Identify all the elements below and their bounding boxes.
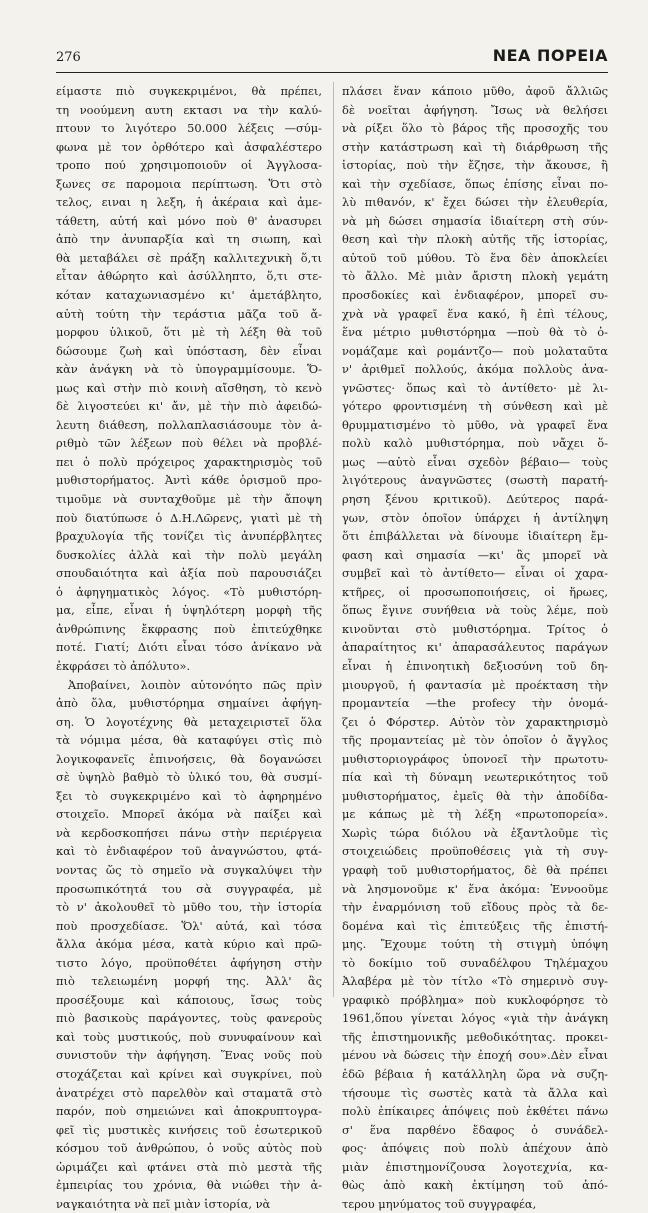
text-line: καὶ τοὺς μυστικούς, ποὺ συνυφαίνουν καὶ	[56, 1029, 322, 1044]
text-line: γνῶστες· ὅπως καὶ τὸ ἀντίθετο· μὲ λι-	[342, 380, 608, 395]
text-line: πολὺ καλὸ μυθιστόρημα, ποὺ νἄχει ὅ-	[342, 436, 608, 451]
text-line: παρόν, ποὺ σημειώνει καὶ ἀποκρυπτογρα-	[56, 1104, 322, 1119]
text-line: ὅτι ἐπιβάλλεται νὰ δίνουμε ἰδιαίτερη ἔμ-	[342, 529, 608, 544]
text-line: ἱστορίας, ποὺ τὴν ἔζησε, τὴν ἄκουσε, ἢ	[342, 158, 608, 173]
text-line: τη νοούμενη αυτη εκτασι να τὴν καλύ-	[56, 102, 322, 117]
text-line: λογικοφανεῖς ἐπινοήσεις, θὰ δογανώσει	[56, 751, 322, 766]
text-line: τερου μηνύματος τοῦ συγγραφέα,	[342, 1196, 537, 1211]
text-line: ἀνατρέχει στὸ παρελθὸν καὶ σταματᾶ στὸ	[56, 1085, 322, 1100]
text-line: καὶ τὸ ἐνδιαφέρον τοῦ ἀναγνώστου, φτά-	[56, 844, 322, 859]
text-line: κὰν ἀνάγκη νὰ τὸ ὑπογραμμίσουμε. Ὅ-	[56, 362, 322, 377]
text-line: ἐκφράσει τὸ ἀπόλυτο».	[56, 658, 191, 673]
text-line: ἀπαραίτητος κι' ἀπαρασάλευτος παράγων	[342, 640, 608, 655]
text-line: νὰ λησμονοῦμε κ' ἕνα ἀκόμα: Ἐννοοῦμε	[342, 881, 608, 896]
text-line: ἀνθρώπινης ἔκφρασης ποὺ ἐπιτεύχθηκε	[56, 621, 322, 636]
text-line: τήσουμε τὶς σωστὲς κατὰ τὰ ἄλλα καὶ	[342, 1085, 608, 1100]
text-line: στὴν κατάστρωση καὶ τὴ διάρθρωση τῆς	[342, 139, 608, 154]
text-line: τὸ ν' ἀκολουθεῖ τὸ μῦθο του, τὴν ἱστορία	[56, 900, 322, 915]
text-line: εἶναι ἡ ἐπινοητικὴ δεξιοσύνη τοῦ δη-	[342, 658, 608, 673]
text-line: συνιστοῦν τὴν ἀφήγηση. Ἕνας νοῦς ποὺ	[56, 1048, 322, 1063]
text-line: 1961,ὅπου γίνεται λόγος «γιὰ τὴν ἀνάγκη	[342, 1011, 608, 1026]
text-line: θὰ μεταβάλει σὲ πράξη καλλιτεχνικὴ ὅ,τι	[56, 250, 322, 265]
text-line: συμβεῖ καὶ τὸ ἀντίθετο— εἶναι οἱ χαρα-	[342, 566, 608, 581]
text-line: φωνα μὲ τον ὀρθότερο καὶ ἀσφαλέστερο	[56, 139, 322, 154]
text-line: χνὰ νὰ γραφεῖ ἕνα κακό, ἢ ἐπὶ τέλους,	[342, 306, 608, 321]
text-line: γραφικὸ πρόβλημα» ποὺ κυκλοφόρησε τὸ	[342, 992, 608, 1007]
text-line: πτουν το λιγότερο 50.000 λέξεις —σύμ-	[56, 121, 322, 136]
text-line: τὴν ἐναρμόνιση τοῦ εἴδους πρὸς τὰ δε-	[342, 900, 608, 915]
text-line: ποὺ προσχεδίασε. Ὅλ' αὐτά, καὶ τόσα	[56, 918, 322, 933]
text-line: ὅπως ἔγινε συνήθεια νὰ τοὺς λέμε, ποὺ	[342, 603, 608, 618]
text-line: κτῆρες, οἱ προσωποποιήσεις, οἱ ἥρωες,	[342, 584, 608, 599]
text-line: βραχυλογία τῆς τονίζει τὶς ἀνυπέρβλητες	[56, 529, 322, 544]
text-line: Ἀποβαίνει, λοιπὸν αὐτονόητο πῶς πρὶν	[68, 677, 322, 692]
text-line: ἀπὸ ὅλα, μυθιστόρημα σημαίνει ἀφήγη-	[56, 696, 322, 711]
text-line: είμαστε πιὸ συγκεκριμένοι, θὰ πρέπει,	[56, 84, 322, 98]
text-line: τὰ νόμιμα μέσα, θὰ καταφύγει στὶς πιὸ	[56, 733, 322, 748]
text-line: καὶ τὴν σχεδίασε, ὅπως ἐπίσης εἶναι πο-	[342, 176, 608, 191]
text-line: νοντας ὥς τὸ σημεῖο νὰ συγκαλύψει τὴν	[56, 862, 322, 877]
text-line: ναγκαιότητα νὰ πεῖ μιὰν ἱστορία, νὰ	[56, 1196, 271, 1211]
text-line: ἀπὸ την ἀνυπαρξία καὶ τη σιωπη, καὶ	[56, 232, 322, 247]
text-line: ποὺ διατύπωσε ὁ Δ.Η.Λῶρενς, γιατὶ μὲ τὴ	[56, 510, 322, 525]
text-line: ριθμὸ τῶν λέξεων ποὺ θέλει νὰ προβλέ-	[56, 436, 322, 451]
text-line: φαση καὶ σημασία —κι' ἂς μπορεῖ νὰ	[342, 547, 608, 562]
text-line: νομάζαμε καὶ ρομάντζο— ποὺ μολαταῦτα	[342, 343, 608, 358]
text-line: μης. Ἔχουμε τούτη τὴ στιγμὴ ὑπόψη	[342, 937, 608, 952]
text-line: κινοῦνται στὸ μυθιστόρημα. Τρίτος ὁ	[342, 621, 608, 636]
text-line: μα, εἶπε, εἶναι ἡ ὑψηλότερη μορφὴ τῆς	[56, 603, 322, 618]
text-line: τελος, ειναι η λεξη, ἡ ἀκέραια καὶ ἀμε-	[56, 195, 322, 210]
text-line: δομένα καὶ τὶς ἐπιτεύξεις τῆς ἐπιστή-	[342, 918, 608, 933]
text-line: μυθιστορήματος. Ἀντὶ κάθε ὁρισμοῦ προ-	[56, 473, 322, 488]
text-line: τροπο πού χρησιμοποιοῦν οἱ Ἀγγλοσα-	[56, 158, 322, 173]
text-line: προμαντεία —the profecy τὴν ὀνομά-	[342, 696, 608, 711]
text-line: θεση καὶ τὴν πλοκὴ αὐτῆς τῆς ἱστορίας,	[342, 232, 608, 247]
text-line: πιὸ τελειωμένη μορφή της. Ἀλλ' ἂς	[56, 974, 322, 989]
text-line: νὰ κερδοσκοπήσει πάνω στὴν περιέργεια	[56, 825, 322, 840]
text-line: στοχάζεται καὶ κρίνει καὶ συγκρίνει, ποὺ	[56, 1066, 322, 1081]
text-line: ση. Ὁ λογοτέχνης θὰ μεταχειριστεῖ ὅλα	[56, 714, 322, 729]
text-line: τάθετη, αὐτή καὶ μόνο ποὺ θ' ἀνασυρει	[56, 213, 322, 228]
text-line: ν' ἀριθμεῖ πολλούς, ἀκόμα πολλοὺς ἀνα-	[342, 362, 608, 377]
column-divider	[333, 82, 334, 997]
page-number: 276	[56, 50, 81, 65]
text-line: φος· ἀπόψεις ποὺ πολὺ ἀπέχουν ἀπὸ	[342, 1141, 608, 1156]
text-line: Χωρὶς τώρα διόλου νὰ ἐξαντλοῦμε τὶς	[342, 825, 608, 840]
text-line: προσέξουμε καὶ κάποιους, ἴσως τοὺς	[56, 992, 322, 1007]
text-line: πιὸ βασικοὺς παράγοντες, τοὺς φανεροὺς	[56, 1011, 322, 1026]
text-line: λὺ πιθανόν, κ' ἔχει δώσει τὴν ἐλευθερία,	[342, 195, 608, 210]
text-line: τιμοῦμε νὰ συνταχθοῦμε μὲ τὴν ἄποψη	[56, 492, 322, 507]
text-line: λιγότερους ἀναγνῶστες (σωστὴ παρατή-	[342, 473, 608, 488]
text-line: ἄλλα ἀκόμα μέσα, κατὰ κύριο καὶ πρῶ-	[56, 937, 322, 952]
text-line: λευτη διάθεση, πολλαπλασιάσουμε τὸν ἀ-	[56, 417, 322, 432]
text-line: γραφὴ τοῦ μυθιστορήματος, δὲ θὰ πρέπει	[342, 862, 608, 877]
text-line: στοιχεῖο. Μπορεῖ ἀκόμα νὰ παίξει καὶ	[56, 807, 322, 822]
text-line: τὸ ἄλλο. Μὲ μιὰν ἄριστη πλοκὴ γεμάτη	[342, 269, 608, 284]
text-line: πολὺ ἐπίκαιρες ἀπόψεις ποὺ ἐκθέτει πάνω	[342, 1104, 608, 1119]
text-line: ποτέ. Γιατί; Διότι εἶναι τόσο ἀνίκανο νὰ	[56, 640, 322, 655]
text-line: ἕνα μέτριο μυθιστόρημα —ποὺ θὰ τὸ ὀ-	[342, 325, 608, 340]
text-line: κόταν καταχωνιασμένο κι' ἀμετάβλητο,	[56, 288, 322, 303]
text-line: φεῖ τὶς μυστικὲς κινήσεις τοῦ ἐσωτερικοῦ	[56, 1122, 322, 1137]
text-line: αὐτοῦ τοῦ μύθου. Τὸ ἕνα δὲν ἀποκλείει	[342, 250, 608, 265]
text-line: με κάπως μὲ τὴ λέξη «πρωτοπορεία».	[342, 807, 608, 822]
text-line: αὐτὴ τούτη τὴν τεράστια μᾶζα τοῦ ἄ-	[56, 306, 322, 321]
text-line: νὰ ρίξει ὅλο τὸ βάρος τῆς προσοχῆς του	[342, 121, 608, 136]
text-line: ἐμπειρίας του χρόνια, θὰ νιώθει τὴν ἀ-	[56, 1178, 322, 1193]
text-line: σπουδαιότητα καὶ ἀξία ποὺ παρουσιάζει	[56, 566, 322, 581]
text-line: γότερο φροντισμένη τὴ σύνθεση καὶ μὲ	[342, 399, 608, 414]
text-line: στοιχειώδεις προϋποθέσεις γιὰ τὴ συγ-	[342, 844, 608, 859]
text-line: μως καὶ στὴν πιὸ κοινὴ αἴσθηση, τὸ κενὸ	[56, 380, 322, 395]
text-line: ζει ὁ Φόρστερ. Αὐτὸν τὸν χαρακτηρισμὸ	[342, 714, 608, 729]
text-line: μιουργοῦ, ἡ φαντασία μὲ προέκταση τὴν	[342, 677, 608, 692]
text-line: Ἀλαβέρα μὲ τὸν τίτλο «Τὸ σημερινὸ συγ-	[342, 974, 608, 989]
header-rule	[56, 72, 608, 73]
text-line: κόσμου τοῦ ἀνθρώπου, ὁ νοῦς αὐτὸς ποὺ	[56, 1141, 322, 1156]
text-line: πει ὁ πολὺ πρόχειρος χαρακτηρισμὸς τοῦ	[56, 454, 322, 469]
text-line: γων, στὸν ὁποῖον ὑπάρχει ἡ ἀντίληψη	[342, 510, 608, 525]
text-line: μως —αὐτὸ εἶναι σχεδὸν βέβαιο— τοὺς	[342, 454, 608, 469]
text-line: μιὰν ἐπιστημονίζουσα λογοτεχνία, κα-	[342, 1159, 608, 1174]
journal-title: ΝΕΑ ΠΟΡΕΙΑ	[492, 46, 608, 65]
text-line: ξωνες σε παρομοια περίπτωση. Ὅτι στὸ	[56, 176, 322, 191]
text-line: τῆς προμαντείας μὲ τὸν ὁποῖον ὁ ἄγγλος	[342, 733, 608, 748]
text-line: ἐδῶ βέβαια ἡ κατάλληλη ὥρα νὰ συζη-	[342, 1066, 608, 1081]
text-line: νὰ μὴ δώσει σημασία ἰδιαίτερη στὴ σύν-	[342, 213, 608, 228]
text-line: δὲ νοεῖται ἀφήγηση. Ἴσως νὰ θελήσει	[342, 102, 608, 117]
text-column-left	[56, 82, 322, 1213]
text-line: ξει τὸ συγκεκριμένο καὶ τὸ ἀφηρημένο	[56, 788, 322, 803]
text-line: μυθιστορήματος, ἐμεῖς θὰ τὴν ἀποδίδα-	[342, 788, 608, 803]
text-line: δώσουμε ζωὴ καὶ ὑπόσταση, δὲν εἶναι	[56, 343, 322, 358]
text-column-right	[342, 82, 608, 1213]
text-line: ὡριμάζει καὶ φτάνει στὰ πιὸ μεστὰ τῆς	[56, 1159, 322, 1174]
text-line: προσωπικότητά του σὰ συγγραφέα, μὲ	[56, 881, 322, 896]
text-line: πία καὶ τὴ δύναμη νεωτερικότητος τοῦ	[342, 770, 608, 785]
text-line: δυσκολίες ἀλλὰ καὶ τὴν πολὺ μεγάλη	[56, 547, 322, 562]
text-line: ρηση ξένου κριτικοῦ). Δεύτερος παρά-	[342, 492, 608, 507]
text-line: σὲ ὑψηλὸ βαθμὸ τὸ ὑλικό του, θὰ συσμί-	[56, 770, 322, 785]
text-line: σ' ἕνα παρθένο ἔδαφος ὁ συνάδελ-	[342, 1122, 608, 1137]
text-line: τιστο λόγο, προϋποθέτει ἀφήγηση στὴν	[56, 955, 322, 970]
text-line: εἶταν ἀθώρητο καὶ ἀσύλληπτο, ὅ,τι στε-	[56, 269, 322, 284]
text-line: τὸ δοκίμιο τοῦ συναδέλφου Τηλέμαχου	[342, 955, 608, 970]
text-line: θρυμματισμένο τὸ μῦθο, νὰ γραφεῖ ἕνα	[342, 417, 608, 432]
text-line: μυθιστοριογράφος ὑπονοεῖ τὴν πρωτοτυ-	[342, 751, 608, 766]
text-line: μορφου ὑλικοῦ, ὅτι μὲ τὴ λέξη θὰ τοῦ	[56, 325, 322, 340]
text-line: προσδοκίες καὶ ἐνδιαφέρον, μπορεῖ συ-	[342, 288, 608, 303]
text-line: ὁ ἀφηγηματικὸς λόγος. «Τὸ μυθιστόρη-	[56, 584, 322, 599]
text-line: δὲ λιγοστεύει κι' ἄν, μὲ τὴν πιὸ ἀφειδώ-	[56, 399, 322, 414]
text-line: πλάσει ἕναν κάποιο μῦθο, ἀφοῦ ἄλλιῶς	[342, 84, 608, 98]
text-line: μένου νὰ δώσεις τὴν ἐποχή σου».Δὲν εἶναι	[342, 1048, 608, 1063]
text-line: θὼς ἀπὸ κακὴ ἐκτίμηση τοῦ ἀπό-	[342, 1178, 608, 1193]
text-line: τῆς ἐπιστημονικῆς μεθοδικότητας. προκει-	[342, 1029, 608, 1044]
